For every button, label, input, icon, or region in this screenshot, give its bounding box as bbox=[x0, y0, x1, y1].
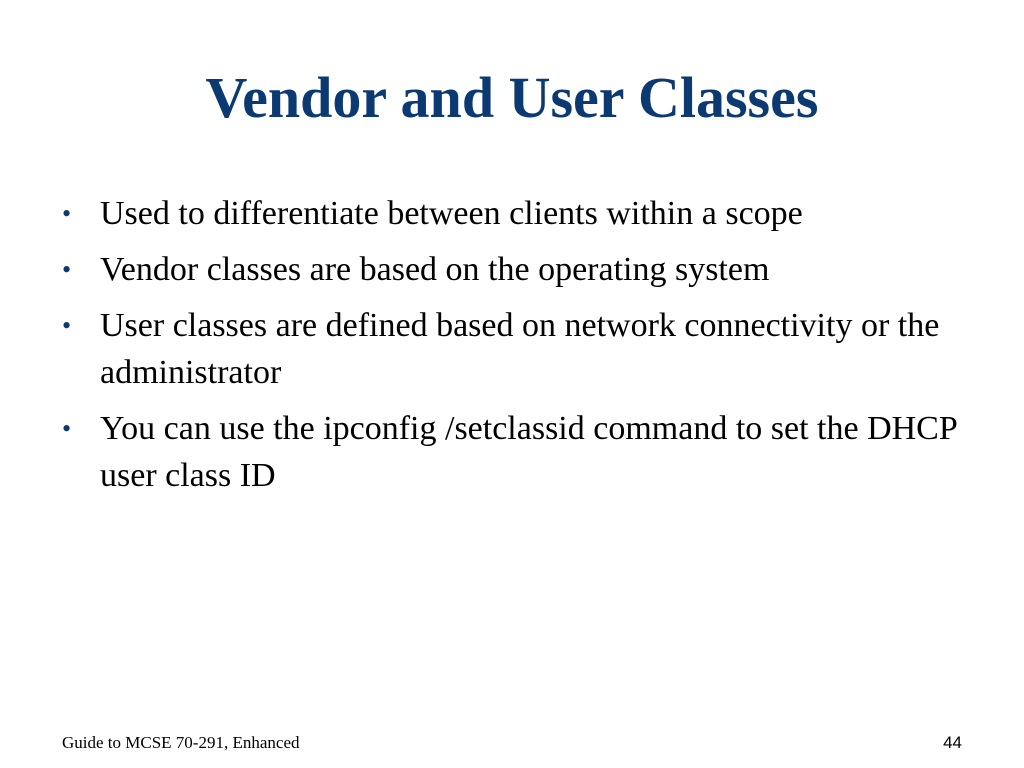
bullet-icon: • bbox=[62, 255, 72, 284]
bullet-text: Vendor classes are based on the operating system bbox=[100, 251, 770, 288]
bullet-icon: • bbox=[62, 414, 72, 443]
bullet-icon: • bbox=[62, 311, 72, 340]
bullet-item bbox=[62, 190, 962, 237]
bullet-list bbox=[62, 190, 962, 508]
bullet-item bbox=[62, 302, 962, 396]
slide-title: Vendor and User Classes bbox=[205, 65, 819, 130]
bullet-text: User classes are defined based on network connectivity or the administrator bbox=[100, 307, 940, 391]
bullet-icon: • bbox=[62, 199, 72, 228]
bullet-item bbox=[62, 405, 962, 499]
bullet-item bbox=[62, 246, 962, 293]
bullet-text: Used to differentiate between clients within a scope bbox=[100, 195, 803, 232]
bullet-text: You can use the ipconfig /setclassid command to set the DHCP user class ID bbox=[100, 410, 957, 494]
footer-text: Guide to MCSE 70-291, Enhanced bbox=[62, 733, 300, 752]
page-number: 44 bbox=[943, 733, 962, 752]
